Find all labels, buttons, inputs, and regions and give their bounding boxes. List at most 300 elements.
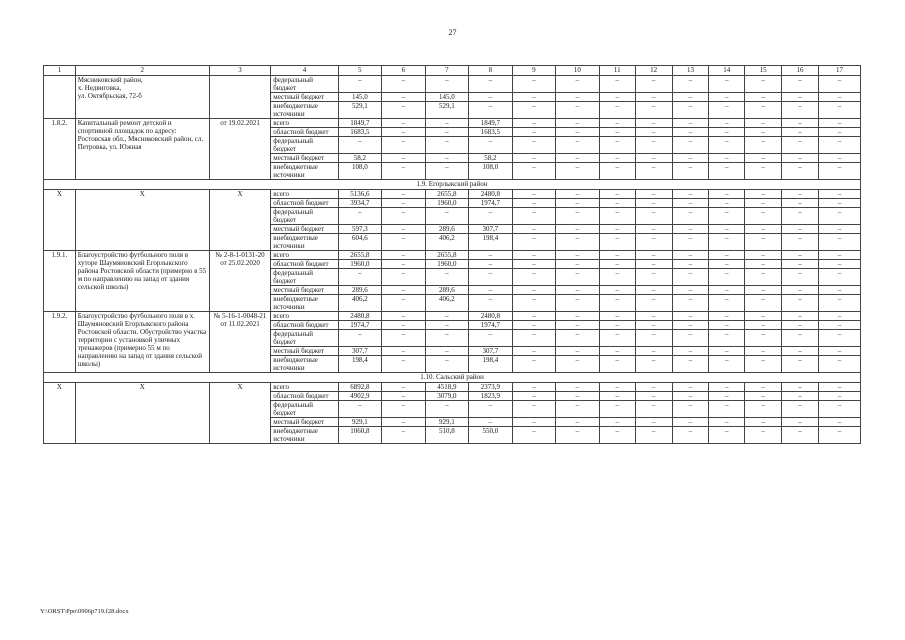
amount-cell-13: – bbox=[672, 295, 709, 312]
amount-cell-5: – bbox=[338, 208, 381, 225]
amount-cell-12: – bbox=[635, 330, 672, 347]
amount-cell-7: 145,0 bbox=[425, 93, 468, 102]
amount-cell-16: – bbox=[782, 392, 819, 401]
amount-cell-6: – bbox=[381, 93, 425, 102]
amount-cell-11: – bbox=[599, 383, 635, 392]
amount-cell-12: – bbox=[635, 286, 672, 295]
item-description-cell: Капитальный ремонт детской и спортивной площадок по адресу: Ростовская обл., Мясниковский район, сл. Петровка, ул. Южная bbox=[75, 119, 209, 180]
amount-cell-8: 307,7 bbox=[468, 347, 512, 356]
amount-cell-6: – bbox=[381, 286, 425, 295]
amount-cell-8: 2480,8 bbox=[468, 190, 512, 199]
amount-cell-16: – bbox=[782, 137, 819, 154]
item-number-cell: Х bbox=[44, 190, 76, 251]
amount-cell-17: – bbox=[818, 119, 860, 128]
amount-cell-12: – bbox=[635, 154, 672, 163]
amount-cell-16: – bbox=[782, 260, 819, 269]
amount-cell-7: 4518,9 bbox=[425, 383, 468, 392]
amount-cell-17: – bbox=[818, 392, 860, 401]
funding-source-cell: федеральный бюджет bbox=[271, 269, 339, 286]
amount-cell-12: – bbox=[635, 225, 672, 234]
amount-cell-16: – bbox=[782, 119, 819, 128]
table-row bbox=[44, 251, 861, 260]
funding-source-cell: местный бюджет bbox=[271, 225, 339, 234]
amount-cell-12: – bbox=[635, 269, 672, 286]
amount-cell-9: – bbox=[512, 93, 555, 102]
amount-cell-12: – bbox=[635, 321, 672, 330]
amount-cell-9: – bbox=[512, 321, 555, 330]
amount-cell-17: – bbox=[818, 128, 860, 137]
amount-cell-10: – bbox=[555, 199, 599, 208]
amount-cell-13: – bbox=[672, 427, 709, 444]
amount-cell-9: – bbox=[512, 312, 555, 321]
amount-cell-13: – bbox=[672, 312, 709, 321]
amount-cell-10: – bbox=[555, 392, 599, 401]
amount-cell-12: – bbox=[635, 234, 672, 251]
amount-cell-8: – bbox=[468, 286, 512, 295]
amount-cell-9: – bbox=[512, 234, 555, 251]
amount-cell-17: – bbox=[818, 102, 860, 119]
amount-cell-11: – bbox=[599, 260, 635, 269]
amount-cell-9: – bbox=[512, 128, 555, 137]
amount-cell-11: – bbox=[599, 321, 635, 330]
amount-cell-8: 1849,7 bbox=[468, 119, 512, 128]
item-description-cell: Благоустройство футбольного поля в хуторе Шаумяновский Егорлыкского района Ростовской области (примерно в 55 м по направлению на запад от здания сельской школы) bbox=[75, 251, 209, 312]
amount-cell-17: – bbox=[818, 190, 860, 199]
amount-cell-7: – bbox=[425, 321, 468, 330]
amount-cell-12: – bbox=[635, 190, 672, 199]
column-number-4: 4 bbox=[271, 66, 339, 76]
amount-cell-15: – bbox=[745, 234, 782, 251]
amount-cell-8: – bbox=[468, 330, 512, 347]
amount-cell-11: – bbox=[599, 234, 635, 251]
amount-cell-15: – bbox=[745, 208, 782, 225]
amount-cell-6: – bbox=[381, 383, 425, 392]
amount-cell-8: – bbox=[468, 295, 512, 312]
funding-source-cell: федеральный бюджет bbox=[271, 76, 339, 93]
amount-cell-14: – bbox=[709, 418, 745, 427]
amount-cell-7: – bbox=[425, 137, 468, 154]
section-title: 1.10. Сальский район bbox=[44, 373, 861, 383]
column-number-3: 3 bbox=[209, 66, 270, 76]
amount-cell-17: – bbox=[818, 93, 860, 102]
amount-cell-6: – bbox=[381, 190, 425, 199]
amount-cell-16: – bbox=[782, 269, 819, 286]
amount-cell-11: – bbox=[599, 427, 635, 444]
amount-cell-7: – bbox=[425, 128, 468, 137]
amount-cell-12: – bbox=[635, 401, 672, 418]
amount-cell-10: – bbox=[555, 102, 599, 119]
amount-cell-8: – bbox=[468, 260, 512, 269]
funding-source-cell: местный бюджет bbox=[271, 418, 339, 427]
amount-cell-8: 1974,7 bbox=[468, 321, 512, 330]
amount-cell-10: – bbox=[555, 251, 599, 260]
amount-cell-6: – bbox=[381, 269, 425, 286]
amount-cell-12: – bbox=[635, 251, 672, 260]
amount-cell-17: – bbox=[818, 356, 860, 373]
column-number-13: 13 bbox=[672, 66, 709, 76]
amount-cell-15: – bbox=[745, 321, 782, 330]
amount-cell-11: – bbox=[599, 154, 635, 163]
amount-cell-16: – bbox=[782, 128, 819, 137]
amount-cell-11: – bbox=[599, 93, 635, 102]
amount-cell-10: – bbox=[555, 119, 599, 128]
amount-cell-13: – bbox=[672, 383, 709, 392]
funding-source-cell: областной бюджет bbox=[271, 260, 339, 269]
amount-cell-16: – bbox=[782, 93, 819, 102]
amount-cell-17: – bbox=[818, 137, 860, 154]
amount-cell-16: – bbox=[782, 154, 819, 163]
amount-cell-6: – bbox=[381, 163, 425, 180]
amount-cell-17: – bbox=[818, 330, 860, 347]
amount-cell-10: – bbox=[555, 427, 599, 444]
amount-cell-8: – bbox=[468, 76, 512, 93]
amount-cell-17: – bbox=[818, 154, 860, 163]
amount-cell-10: – bbox=[555, 356, 599, 373]
amount-cell-7: 529,1 bbox=[425, 102, 468, 119]
amount-cell-5: 2655,8 bbox=[338, 251, 381, 260]
amount-cell-10: – bbox=[555, 234, 599, 251]
amount-cell-5: 1849,7 bbox=[338, 119, 381, 128]
amount-cell-12: – bbox=[635, 163, 672, 180]
table-row bbox=[44, 383, 861, 392]
amount-cell-13: – bbox=[672, 286, 709, 295]
column-number-12: 12 bbox=[635, 66, 672, 76]
table-row bbox=[44, 119, 861, 128]
amount-cell-17: – bbox=[818, 260, 860, 269]
amount-cell-6: – bbox=[381, 401, 425, 418]
amount-cell-14: – bbox=[709, 225, 745, 234]
amount-cell-6: – bbox=[381, 330, 425, 347]
amount-cell-9: – bbox=[512, 330, 555, 347]
section-header-row bbox=[44, 180, 861, 190]
amount-cell-10: – bbox=[555, 154, 599, 163]
amount-cell-17: – bbox=[818, 208, 860, 225]
amount-cell-14: – bbox=[709, 330, 745, 347]
amount-cell-8: 2480,8 bbox=[468, 312, 512, 321]
amount-cell-11: – bbox=[599, 208, 635, 225]
amount-cell-14: – bbox=[709, 93, 745, 102]
section-header-row bbox=[44, 373, 861, 383]
amount-cell-8: 1974,7 bbox=[468, 199, 512, 208]
amount-cell-7: 3079,0 bbox=[425, 392, 468, 401]
amount-cell-15: – bbox=[745, 312, 782, 321]
amount-cell-12: – bbox=[635, 119, 672, 128]
funding-source-cell: внебюджетные источники bbox=[271, 356, 339, 373]
column-number-8: 8 bbox=[468, 66, 512, 76]
amount-cell-13: – bbox=[672, 102, 709, 119]
amount-cell-12: – bbox=[635, 312, 672, 321]
amount-cell-15: – bbox=[745, 225, 782, 234]
amount-cell-17: – bbox=[818, 225, 860, 234]
amount-cell-10: – bbox=[555, 208, 599, 225]
column-number-7: 7 bbox=[425, 66, 468, 76]
amount-cell-15: – bbox=[745, 251, 782, 260]
amount-cell-7: 406,2 bbox=[425, 234, 468, 251]
file-path-footer: Y:\ORST\Ppo\0906p719.f28.docx bbox=[40, 608, 129, 615]
amount-cell-12: – bbox=[635, 347, 672, 356]
amount-cell-5: – bbox=[338, 330, 381, 347]
amount-cell-6: – bbox=[381, 418, 425, 427]
amount-cell-8: 198,4 bbox=[468, 356, 512, 373]
funding-source-cell: всего bbox=[271, 312, 339, 321]
amount-cell-5: 58,2 bbox=[338, 154, 381, 163]
amount-cell-5: – bbox=[338, 137, 381, 154]
amount-cell-8: – bbox=[468, 102, 512, 119]
amount-cell-16: – bbox=[782, 418, 819, 427]
amount-cell-14: – bbox=[709, 401, 745, 418]
amount-cell-13: – bbox=[672, 199, 709, 208]
amount-cell-7: 1960,0 bbox=[425, 260, 468, 269]
amount-cell-8: 58,2 bbox=[468, 154, 512, 163]
item-document-cell: Х bbox=[209, 190, 270, 251]
item-description-cell: Мясниковский район, х. Недвиговка, ул. Октябрьская, 72-б bbox=[75, 76, 209, 119]
page-number: 27 bbox=[448, 28, 457, 37]
amount-cell-9: – bbox=[512, 163, 555, 180]
amount-cell-16: – bbox=[782, 401, 819, 418]
amount-cell-6: – bbox=[381, 321, 425, 330]
table-body bbox=[44, 66, 861, 444]
amount-cell-11: – bbox=[599, 312, 635, 321]
column-number-9: 9 bbox=[512, 66, 555, 76]
amount-cell-11: – bbox=[599, 76, 635, 93]
amount-cell-16: – bbox=[782, 102, 819, 119]
amount-cell-11: – bbox=[599, 392, 635, 401]
amount-cell-16: – bbox=[782, 208, 819, 225]
amount-cell-10: – bbox=[555, 225, 599, 234]
amount-cell-15: – bbox=[745, 119, 782, 128]
amount-cell-7: – bbox=[425, 208, 468, 225]
amount-cell-15: – bbox=[745, 392, 782, 401]
amount-cell-7: 929,1 bbox=[425, 418, 468, 427]
item-number-cell: Х bbox=[44, 383, 76, 444]
amount-cell-15: – bbox=[745, 383, 782, 392]
amount-cell-15: – bbox=[745, 269, 782, 286]
amount-cell-9: – bbox=[512, 102, 555, 119]
table-row bbox=[44, 190, 861, 199]
amount-cell-13: – bbox=[672, 154, 709, 163]
amount-cell-7: 406,2 bbox=[425, 295, 468, 312]
amount-cell-6: – bbox=[381, 199, 425, 208]
amount-cell-10: – bbox=[555, 286, 599, 295]
amount-cell-7: 2655,8 bbox=[425, 251, 468, 260]
amount-cell-11: – bbox=[599, 102, 635, 119]
funding-source-cell: федеральный бюджет bbox=[271, 330, 339, 347]
amount-cell-6: – bbox=[381, 137, 425, 154]
amount-cell-15: – bbox=[745, 260, 782, 269]
amount-cell-5: 198,4 bbox=[338, 356, 381, 373]
amount-cell-12: – bbox=[635, 356, 672, 373]
amount-cell-7: – bbox=[425, 269, 468, 286]
amount-cell-12: – bbox=[635, 128, 672, 137]
amount-cell-12: – bbox=[635, 93, 672, 102]
amount-cell-9: – bbox=[512, 119, 555, 128]
funding-source-cell: областной бюджет bbox=[271, 392, 339, 401]
funding-source-cell: местный бюджет bbox=[271, 347, 339, 356]
amount-cell-10: – bbox=[555, 128, 599, 137]
amount-cell-6: – bbox=[381, 347, 425, 356]
funding-source-cell: внебюджетные источники bbox=[271, 102, 339, 119]
amount-cell-12: – bbox=[635, 76, 672, 93]
amount-cell-9: – bbox=[512, 295, 555, 312]
item-number-cell: 1.9.2. bbox=[44, 312, 76, 373]
amount-cell-12: – bbox=[635, 208, 672, 225]
amount-cell-8: 1823,9 bbox=[468, 392, 512, 401]
amount-cell-5: 145,0 bbox=[338, 93, 381, 102]
amount-cell-9: – bbox=[512, 383, 555, 392]
column-number-14: 14 bbox=[709, 66, 745, 76]
amount-cell-7: – bbox=[425, 119, 468, 128]
amount-cell-16: – bbox=[782, 190, 819, 199]
amount-cell-9: – bbox=[512, 347, 555, 356]
amount-cell-14: – bbox=[709, 119, 745, 128]
amount-cell-5: 5136,6 bbox=[338, 190, 381, 199]
amount-cell-14: – bbox=[709, 199, 745, 208]
amount-cell-16: – bbox=[782, 330, 819, 347]
amount-cell-9: – bbox=[512, 199, 555, 208]
amount-cell-16: – bbox=[782, 234, 819, 251]
amount-cell-5: 6892,8 bbox=[338, 383, 381, 392]
amount-cell-13: – bbox=[672, 401, 709, 418]
amount-cell-5: 604,6 bbox=[338, 234, 381, 251]
amount-cell-11: – bbox=[599, 269, 635, 286]
table-row bbox=[44, 76, 861, 93]
amount-cell-6: – bbox=[381, 154, 425, 163]
amount-cell-14: – bbox=[709, 269, 745, 286]
amount-cell-13: – bbox=[672, 137, 709, 154]
section-title: 1.9. Егорлыкский район bbox=[44, 180, 861, 190]
funding-source-cell: всего bbox=[271, 190, 339, 199]
amount-cell-12: – bbox=[635, 427, 672, 444]
item-document-cell: № 2-8-1-0131-20 от 25.02.2020 bbox=[209, 251, 270, 312]
item-number-cell: 1.8.2. bbox=[44, 119, 76, 180]
amount-cell-13: – bbox=[672, 163, 709, 180]
amount-cell-9: – bbox=[512, 260, 555, 269]
amount-cell-11: – bbox=[599, 347, 635, 356]
funding-source-cell: местный бюджет bbox=[271, 93, 339, 102]
amount-cell-5: 1683,5 bbox=[338, 128, 381, 137]
amount-cell-11: – bbox=[599, 128, 635, 137]
amount-cell-10: – bbox=[555, 137, 599, 154]
funding-source-cell: всего bbox=[271, 251, 339, 260]
funding-source-cell: внебюджетные источники bbox=[271, 234, 339, 251]
amount-cell-8: – bbox=[468, 251, 512, 260]
amount-cell-9: – bbox=[512, 251, 555, 260]
amount-cell-11: – bbox=[599, 286, 635, 295]
amount-cell-16: – bbox=[782, 199, 819, 208]
amount-cell-17: – bbox=[818, 321, 860, 330]
amount-cell-9: – bbox=[512, 356, 555, 373]
amount-cell-11: – bbox=[599, 330, 635, 347]
amount-cell-12: – bbox=[635, 137, 672, 154]
amount-cell-17: – bbox=[818, 269, 860, 286]
amount-cell-10: – bbox=[555, 163, 599, 180]
amount-cell-9: – bbox=[512, 401, 555, 418]
column-number-row bbox=[44, 66, 861, 76]
amount-cell-14: – bbox=[709, 427, 745, 444]
amount-cell-14: – bbox=[709, 154, 745, 163]
amount-cell-9: – bbox=[512, 76, 555, 93]
amount-cell-5: 597,3 bbox=[338, 225, 381, 234]
amount-cell-8: 2373,9 bbox=[468, 383, 512, 392]
amount-cell-6: – bbox=[381, 356, 425, 373]
amount-cell-6: – bbox=[381, 392, 425, 401]
amount-cell-16: – bbox=[782, 76, 819, 93]
amount-cell-14: – bbox=[709, 137, 745, 154]
amount-cell-13: – bbox=[672, 128, 709, 137]
amount-cell-7: 2655,8 bbox=[425, 190, 468, 199]
amount-cell-14: – bbox=[709, 356, 745, 373]
amount-cell-5: 4902,9 bbox=[338, 392, 381, 401]
amount-cell-6: – bbox=[381, 119, 425, 128]
amount-cell-16: – bbox=[782, 312, 819, 321]
amount-cell-7: 1960,0 bbox=[425, 199, 468, 208]
amount-cell-7: – bbox=[425, 154, 468, 163]
item-number-cell bbox=[44, 76, 76, 119]
amount-cell-14: – bbox=[709, 190, 745, 199]
amount-cell-12: – bbox=[635, 295, 672, 312]
amount-cell-13: – bbox=[672, 418, 709, 427]
amount-cell-10: – bbox=[555, 330, 599, 347]
amount-cell-11: – bbox=[599, 225, 635, 234]
funding-source-cell: федеральный бюджет bbox=[271, 401, 339, 418]
amount-cell-11: – bbox=[599, 356, 635, 373]
column-number-1: 1 bbox=[44, 66, 76, 76]
amount-cell-8: 307,7 bbox=[468, 225, 512, 234]
amount-cell-13: – bbox=[672, 225, 709, 234]
amount-cell-14: – bbox=[709, 251, 745, 260]
amount-cell-11: – bbox=[599, 163, 635, 180]
amount-cell-12: – bbox=[635, 392, 672, 401]
amount-cell-15: – bbox=[745, 154, 782, 163]
amount-cell-12: – bbox=[635, 260, 672, 269]
amount-cell-7: 510,8 bbox=[425, 427, 468, 444]
amount-cell-6: – bbox=[381, 427, 425, 444]
amount-cell-14: – bbox=[709, 347, 745, 356]
amount-cell-9: – bbox=[512, 137, 555, 154]
amount-cell-15: – bbox=[745, 286, 782, 295]
amount-cell-13: – bbox=[672, 76, 709, 93]
item-document-cell: Х bbox=[209, 383, 270, 444]
amount-cell-11: – bbox=[599, 137, 635, 154]
amount-cell-15: – bbox=[745, 163, 782, 180]
amount-cell-6: – bbox=[381, 234, 425, 251]
amount-cell-14: – bbox=[709, 128, 745, 137]
amount-cell-5: 1060,8 bbox=[338, 427, 381, 444]
amount-cell-10: – bbox=[555, 401, 599, 418]
amount-cell-10: – bbox=[555, 76, 599, 93]
amount-cell-14: – bbox=[709, 286, 745, 295]
amount-cell-13: – bbox=[672, 190, 709, 199]
amount-cell-17: – bbox=[818, 383, 860, 392]
amount-cell-8: – bbox=[468, 269, 512, 286]
amount-cell-16: – bbox=[782, 356, 819, 373]
column-number-10: 10 bbox=[555, 66, 599, 76]
amount-cell-8: – bbox=[468, 93, 512, 102]
amount-cell-11: – bbox=[599, 199, 635, 208]
amount-cell-11: – bbox=[599, 295, 635, 312]
funding-source-cell: внебюджетные источники bbox=[271, 163, 339, 180]
item-document-cell bbox=[209, 76, 270, 119]
amount-cell-10: – bbox=[555, 295, 599, 312]
amount-cell-9: – bbox=[512, 418, 555, 427]
funding-source-cell: внебюджетные источники bbox=[271, 295, 339, 312]
funding-source-cell: федеральный бюджет bbox=[271, 208, 339, 225]
funding-source-cell: всего bbox=[271, 119, 339, 128]
funding-source-cell: местный бюджет bbox=[271, 286, 339, 295]
amount-cell-15: – bbox=[745, 137, 782, 154]
amount-cell-6: – bbox=[381, 208, 425, 225]
amount-cell-17: – bbox=[818, 163, 860, 180]
